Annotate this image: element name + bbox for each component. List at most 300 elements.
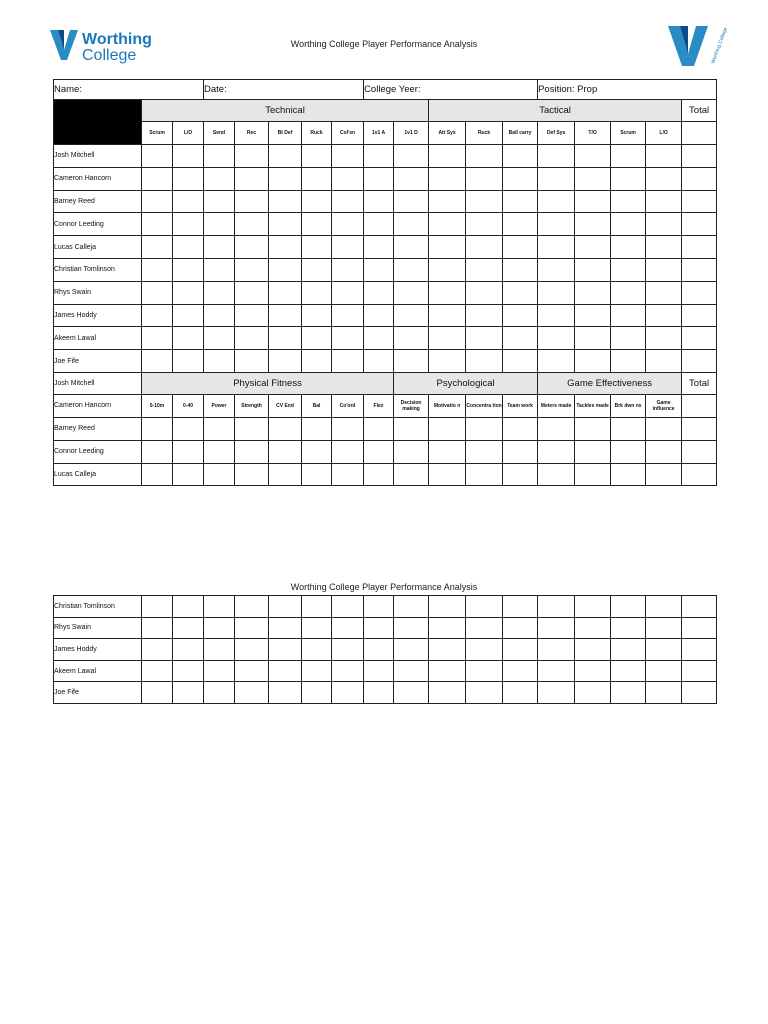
score-cell[interactable] <box>142 417 173 440</box>
score-cell[interactable] <box>364 596 394 618</box>
score-cell[interactable] <box>173 350 204 373</box>
score-cell[interactable] <box>538 617 575 639</box>
score-cell[interactable] <box>682 258 717 281</box>
score-cell[interactable] <box>173 660 204 682</box>
score-cell[interactable] <box>269 596 302 618</box>
score-cell[interactable] <box>429 281 466 304</box>
score-cell[interactable] <box>364 617 394 639</box>
score-cell[interactable] <box>302 350 332 373</box>
score-cell[interactable] <box>269 440 302 463</box>
score-cell[interactable] <box>538 327 575 350</box>
score-cell[interactable] <box>302 617 332 639</box>
score-cell[interactable] <box>235 596 269 618</box>
score-cell[interactable] <box>142 350 173 373</box>
score-cell[interactable] <box>538 190 575 213</box>
score-cell[interactable] <box>646 440 682 463</box>
score-cell[interactable] <box>269 682 302 704</box>
score-cell[interactable] <box>646 281 682 304</box>
score-cell[interactable] <box>173 167 204 190</box>
score-cell[interactable] <box>575 639 611 661</box>
score-cell[interactable] <box>611 236 646 259</box>
score-cell[interactable] <box>235 236 269 259</box>
score-cell[interactable] <box>538 167 575 190</box>
position-field[interactable]: Position: Prop <box>538 80 717 100</box>
score-cell[interactable] <box>235 350 269 373</box>
score-cell[interactable] <box>394 350 429 373</box>
score-cell[interactable] <box>364 213 394 236</box>
score-cell[interactable] <box>682 440 717 463</box>
score-cell[interactable] <box>646 145 682 168</box>
score-cell[interactable] <box>364 417 394 440</box>
score-cell[interactable] <box>235 440 269 463</box>
score-cell[interactable] <box>302 463 332 486</box>
score-cell[interactable] <box>332 639 364 661</box>
score-cell[interactable] <box>575 596 611 618</box>
score-cell[interactable] <box>269 639 302 661</box>
score-cell[interactable] <box>302 639 332 661</box>
score-cell[interactable] <box>611 167 646 190</box>
score-cell[interactable] <box>302 682 332 704</box>
score-cell[interactable] <box>503 258 538 281</box>
score-cell[interactable] <box>332 236 364 259</box>
score-cell[interactable] <box>538 236 575 259</box>
score-cell[interactable] <box>575 304 611 327</box>
score-cell[interactable] <box>364 440 394 463</box>
score-cell[interactable] <box>364 350 394 373</box>
score-cell[interactable] <box>235 167 269 190</box>
score-cell[interactable] <box>503 617 538 639</box>
score-cell[interactable] <box>173 281 204 304</box>
score-cell[interactable] <box>429 213 466 236</box>
score-cell[interactable] <box>235 417 269 440</box>
score-cell[interactable] <box>646 167 682 190</box>
college-year-field[interactable]: College Yeer: <box>364 80 538 100</box>
score-cell[interactable] <box>646 304 682 327</box>
score-cell[interactable] <box>235 190 269 213</box>
score-cell[interactable] <box>332 617 364 639</box>
score-cell[interactable] <box>575 350 611 373</box>
score-cell[interactable] <box>364 327 394 350</box>
score-cell[interactable] <box>466 304 503 327</box>
score-cell[interactable] <box>204 190 235 213</box>
score-cell[interactable] <box>364 167 394 190</box>
score-cell[interactable] <box>503 327 538 350</box>
score-cell[interactable] <box>142 213 173 236</box>
score-cell[interactable] <box>538 304 575 327</box>
score-cell[interactable] <box>364 682 394 704</box>
score-cell[interactable] <box>142 327 173 350</box>
score-cell[interactable] <box>646 236 682 259</box>
score-cell[interactable] <box>575 617 611 639</box>
score-cell[interactable] <box>682 281 717 304</box>
score-cell[interactable] <box>173 236 204 259</box>
score-cell[interactable] <box>364 304 394 327</box>
score-cell[interactable] <box>173 213 204 236</box>
score-cell[interactable] <box>173 440 204 463</box>
score-cell[interactable] <box>269 417 302 440</box>
score-cell[interactable] <box>332 213 364 236</box>
score-cell[interactable] <box>682 304 717 327</box>
score-cell[interactable] <box>394 304 429 327</box>
score-cell[interactable] <box>429 682 466 704</box>
score-cell[interactable] <box>429 145 466 168</box>
score-cell[interactable] <box>575 463 611 486</box>
score-cell[interactable] <box>646 639 682 661</box>
score-cell[interactable] <box>235 463 269 486</box>
score-cell[interactable] <box>302 417 332 440</box>
score-cell[interactable] <box>332 417 364 440</box>
score-cell[interactable] <box>394 440 429 463</box>
score-cell[interactable] <box>466 463 503 486</box>
score-cell[interactable] <box>611 463 646 486</box>
score-cell[interactable] <box>682 417 717 440</box>
score-cell[interactable] <box>682 617 717 639</box>
score-cell[interactable] <box>646 213 682 236</box>
score-cell[interactable] <box>142 463 173 486</box>
score-cell[interactable] <box>235 304 269 327</box>
score-cell[interactable] <box>538 350 575 373</box>
score-cell[interactable] <box>235 617 269 639</box>
score-cell[interactable] <box>332 596 364 618</box>
score-cell[interactable] <box>429 304 466 327</box>
score-cell[interactable] <box>611 281 646 304</box>
score-cell[interactable] <box>394 463 429 486</box>
score-cell[interactable] <box>503 417 538 440</box>
score-cell[interactable] <box>204 304 235 327</box>
score-cell[interactable] <box>332 190 364 213</box>
score-cell[interactable] <box>142 617 173 639</box>
score-cell[interactable] <box>269 145 302 168</box>
score-cell[interactable] <box>538 463 575 486</box>
score-cell[interactable] <box>646 258 682 281</box>
score-cell[interactable] <box>364 190 394 213</box>
date-field[interactable]: Date: <box>204 80 364 100</box>
score-cell[interactable] <box>142 258 173 281</box>
score-cell[interactable] <box>394 236 429 259</box>
score-cell[interactable] <box>364 281 394 304</box>
score-cell[interactable] <box>364 639 394 661</box>
score-cell[interactable] <box>364 463 394 486</box>
score-cell[interactable] <box>332 660 364 682</box>
score-cell[interactable] <box>142 596 173 618</box>
score-cell[interactable] <box>466 327 503 350</box>
score-cell[interactable] <box>173 596 204 618</box>
score-cell[interactable] <box>646 617 682 639</box>
score-cell[interactable] <box>575 167 611 190</box>
score-cell[interactable] <box>173 258 204 281</box>
score-cell[interactable] <box>269 167 302 190</box>
score-cell[interactable] <box>646 463 682 486</box>
score-cell[interactable] <box>538 417 575 440</box>
score-cell[interactable] <box>503 190 538 213</box>
score-cell[interactable] <box>142 236 173 259</box>
score-cell[interactable] <box>646 660 682 682</box>
score-cell[interactable] <box>302 145 332 168</box>
score-cell[interactable] <box>204 617 235 639</box>
score-cell[interactable] <box>429 190 466 213</box>
score-cell[interactable] <box>466 236 503 259</box>
score-cell[interactable] <box>332 258 364 281</box>
score-cell[interactable] <box>682 167 717 190</box>
score-cell[interactable] <box>682 190 717 213</box>
score-cell[interactable] <box>429 639 466 661</box>
score-cell[interactable] <box>332 463 364 486</box>
score-cell[interactable] <box>611 190 646 213</box>
score-cell[interactable] <box>611 596 646 618</box>
score-cell[interactable] <box>235 281 269 304</box>
score-cell[interactable] <box>204 350 235 373</box>
score-cell[interactable] <box>611 617 646 639</box>
score-cell[interactable] <box>204 145 235 168</box>
score-cell[interactable] <box>204 440 235 463</box>
score-cell[interactable] <box>204 417 235 440</box>
score-cell[interactable] <box>364 145 394 168</box>
score-cell[interactable] <box>429 258 466 281</box>
score-cell[interactable] <box>269 281 302 304</box>
score-cell[interactable] <box>332 281 364 304</box>
score-cell[interactable] <box>503 682 538 704</box>
score-cell[interactable] <box>269 463 302 486</box>
score-cell[interactable] <box>302 304 332 327</box>
score-cell[interactable] <box>204 236 235 259</box>
score-cell[interactable] <box>611 145 646 168</box>
name-field[interactable]: Name: <box>54 80 204 100</box>
score-cell[interactable] <box>332 167 364 190</box>
score-cell[interactable] <box>503 350 538 373</box>
score-cell[interactable] <box>173 617 204 639</box>
score-cell[interactable] <box>142 145 173 168</box>
score-cell[interactable] <box>611 440 646 463</box>
score-cell[interactable] <box>575 660 611 682</box>
score-cell[interactable] <box>204 463 235 486</box>
score-cell[interactable] <box>332 327 364 350</box>
score-cell[interactable] <box>429 596 466 618</box>
score-cell[interactable] <box>429 660 466 682</box>
score-cell[interactable] <box>611 327 646 350</box>
score-cell[interactable] <box>538 145 575 168</box>
score-cell[interactable] <box>466 417 503 440</box>
score-cell[interactable] <box>682 682 717 704</box>
score-cell[interactable] <box>538 281 575 304</box>
score-cell[interactable] <box>538 596 575 618</box>
score-cell[interactable] <box>173 304 204 327</box>
score-cell[interactable] <box>503 304 538 327</box>
score-cell[interactable] <box>503 639 538 661</box>
score-cell[interactable] <box>204 327 235 350</box>
score-cell[interactable] <box>429 236 466 259</box>
score-cell[interactable] <box>364 236 394 259</box>
score-cell[interactable] <box>302 660 332 682</box>
score-cell[interactable] <box>466 213 503 236</box>
score-cell[interactable] <box>204 660 235 682</box>
score-cell[interactable] <box>611 213 646 236</box>
score-cell[interactable] <box>269 213 302 236</box>
score-cell[interactable] <box>235 639 269 661</box>
score-cell[interactable] <box>269 660 302 682</box>
score-cell[interactable] <box>332 145 364 168</box>
score-cell[interactable] <box>611 660 646 682</box>
score-cell[interactable] <box>142 190 173 213</box>
score-cell[interactable] <box>611 350 646 373</box>
score-cell[interactable] <box>538 682 575 704</box>
score-cell[interactable] <box>575 190 611 213</box>
score-cell[interactable] <box>142 639 173 661</box>
score-cell[interactable] <box>466 440 503 463</box>
score-cell[interactable] <box>235 682 269 704</box>
score-cell[interactable] <box>235 258 269 281</box>
score-cell[interactable] <box>173 190 204 213</box>
score-cell[interactable] <box>394 327 429 350</box>
score-cell[interactable] <box>503 213 538 236</box>
score-cell[interactable] <box>302 440 332 463</box>
score-cell[interactable] <box>611 258 646 281</box>
score-cell[interactable] <box>503 145 538 168</box>
score-cell[interactable] <box>503 440 538 463</box>
score-cell[interactable] <box>394 596 429 618</box>
score-cell[interactable] <box>269 190 302 213</box>
score-cell[interactable] <box>394 639 429 661</box>
score-cell[interactable] <box>204 596 235 618</box>
score-cell[interactable] <box>302 236 332 259</box>
score-cell[interactable] <box>429 417 466 440</box>
score-cell[interactable] <box>575 682 611 704</box>
score-cell[interactable] <box>302 281 332 304</box>
score-cell[interactable] <box>575 236 611 259</box>
score-cell[interactable] <box>394 617 429 639</box>
score-cell[interactable] <box>611 304 646 327</box>
score-cell[interactable] <box>466 190 503 213</box>
score-cell[interactable] <box>575 440 611 463</box>
score-cell[interactable] <box>364 660 394 682</box>
score-cell[interactable] <box>429 327 466 350</box>
score-cell[interactable] <box>269 327 302 350</box>
score-cell[interactable] <box>503 281 538 304</box>
score-cell[interactable] <box>429 463 466 486</box>
score-cell[interactable] <box>466 258 503 281</box>
score-cell[interactable] <box>538 660 575 682</box>
score-cell[interactable] <box>503 236 538 259</box>
score-cell[interactable] <box>302 258 332 281</box>
score-cell[interactable] <box>575 258 611 281</box>
score-cell[interactable] <box>429 617 466 639</box>
score-cell[interactable] <box>332 304 364 327</box>
score-cell[interactable] <box>204 281 235 304</box>
score-cell[interactable] <box>235 660 269 682</box>
score-cell[interactable] <box>466 145 503 168</box>
score-cell[interactable] <box>429 167 466 190</box>
score-cell[interactable] <box>302 190 332 213</box>
score-cell[interactable] <box>332 440 364 463</box>
score-cell[interactable] <box>682 145 717 168</box>
score-cell[interactable] <box>394 281 429 304</box>
score-cell[interactable] <box>466 596 503 618</box>
score-cell[interactable] <box>173 417 204 440</box>
score-cell[interactable] <box>575 327 611 350</box>
score-cell[interactable] <box>173 145 204 168</box>
score-cell[interactable] <box>466 281 503 304</box>
score-cell[interactable] <box>611 639 646 661</box>
score-cell[interactable] <box>682 660 717 682</box>
score-cell[interactable] <box>173 463 204 486</box>
score-cell[interactable] <box>204 258 235 281</box>
score-cell[interactable] <box>611 417 646 440</box>
score-cell[interactable] <box>269 304 302 327</box>
score-cell[interactable] <box>466 639 503 661</box>
score-cell[interactable] <box>646 190 682 213</box>
score-cell[interactable] <box>204 213 235 236</box>
score-cell[interactable] <box>575 145 611 168</box>
score-cell[interactable] <box>575 417 611 440</box>
score-cell[interactable] <box>466 350 503 373</box>
score-cell[interactable] <box>682 327 717 350</box>
score-cell[interactable] <box>235 327 269 350</box>
score-cell[interactable] <box>204 682 235 704</box>
score-cell[interactable] <box>269 236 302 259</box>
score-cell[interactable] <box>682 213 717 236</box>
score-cell[interactable] <box>394 417 429 440</box>
score-cell[interactable] <box>394 660 429 682</box>
score-cell[interactable] <box>503 463 538 486</box>
score-cell[interactable] <box>503 660 538 682</box>
score-cell[interactable] <box>429 440 466 463</box>
score-cell[interactable] <box>538 440 575 463</box>
score-cell[interactable] <box>575 213 611 236</box>
score-cell[interactable] <box>235 213 269 236</box>
score-cell[interactable] <box>269 258 302 281</box>
score-cell[interactable] <box>646 327 682 350</box>
score-cell[interactable] <box>611 682 646 704</box>
score-cell[interactable] <box>466 617 503 639</box>
score-cell[interactable] <box>466 660 503 682</box>
score-cell[interactable] <box>682 639 717 661</box>
score-cell[interactable] <box>503 167 538 190</box>
score-cell[interactable] <box>538 639 575 661</box>
score-cell[interactable] <box>173 327 204 350</box>
score-cell[interactable] <box>466 682 503 704</box>
score-cell[interactable] <box>269 350 302 373</box>
score-cell[interactable] <box>646 417 682 440</box>
score-cell[interactable] <box>429 350 466 373</box>
score-cell[interactable] <box>302 327 332 350</box>
score-cell[interactable] <box>394 682 429 704</box>
score-cell[interactable] <box>204 639 235 661</box>
score-cell[interactable] <box>538 258 575 281</box>
score-cell[interactable] <box>142 167 173 190</box>
score-cell[interactable] <box>394 258 429 281</box>
score-cell[interactable] <box>364 258 394 281</box>
score-cell[interactable] <box>682 236 717 259</box>
score-cell[interactable] <box>142 304 173 327</box>
score-cell[interactable] <box>646 596 682 618</box>
score-cell[interactable] <box>173 682 204 704</box>
score-cell[interactable] <box>269 617 302 639</box>
score-cell[interactable] <box>682 350 717 373</box>
score-cell[interactable] <box>332 350 364 373</box>
score-cell[interactable] <box>682 596 717 618</box>
score-cell[interactable] <box>302 596 332 618</box>
score-cell[interactable] <box>575 281 611 304</box>
score-cell[interactable] <box>503 596 538 618</box>
score-cell[interactable] <box>235 145 269 168</box>
score-cell[interactable] <box>142 440 173 463</box>
score-cell[interactable] <box>302 167 332 190</box>
score-cell[interactable] <box>646 682 682 704</box>
score-cell[interactable] <box>646 350 682 373</box>
score-cell[interactable] <box>332 682 364 704</box>
score-cell[interactable] <box>173 639 204 661</box>
score-cell[interactable] <box>142 682 173 704</box>
score-cell[interactable] <box>142 281 173 304</box>
